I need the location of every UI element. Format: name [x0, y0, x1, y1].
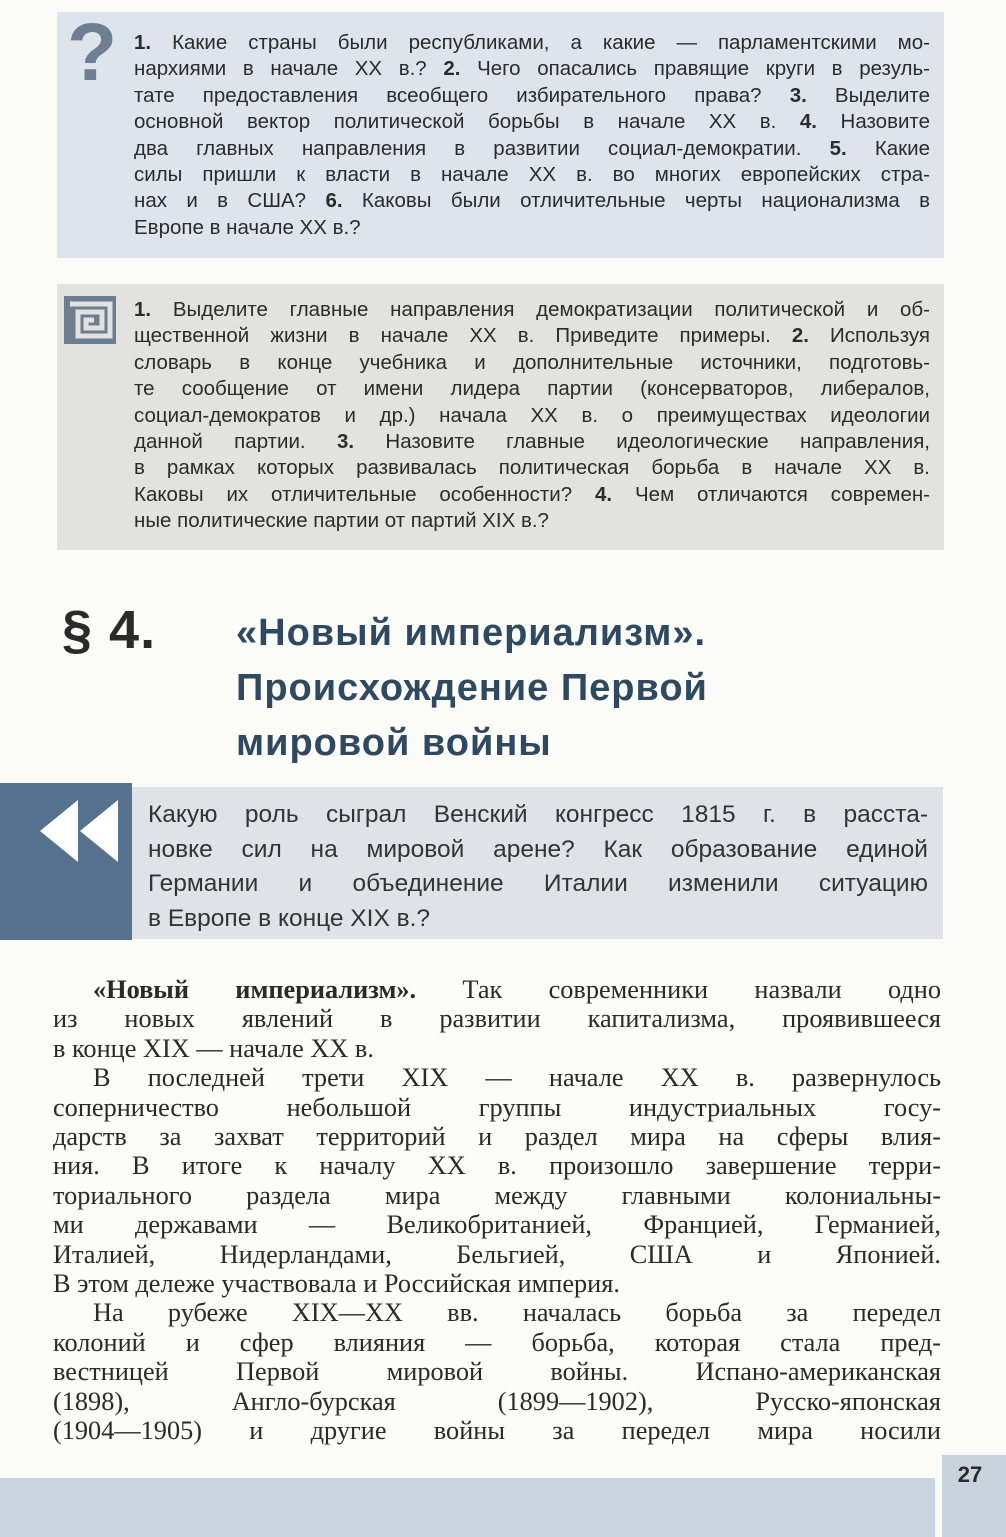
main-text [53, 975, 941, 1446]
body-line: (1898), Англо-бурская (1899—1902), Русско-японская [53, 1386, 941, 1416]
body-line: колоний и сфер влияния — борьба, которая стала пред- [53, 1327, 941, 1357]
body-line: дарств за захват территорий и раздел мира на сферы влия- [53, 1122, 941, 1152]
section-number: § 4. [62, 600, 157, 660]
section-title-line: Происхождение Первой [236, 667, 708, 709]
question-line: 1. Какие страны были республиками, а какие — парламентскими мо- [134, 31, 930, 54]
body-line: вестницей Первой мировой войны. Испано-американская [53, 1357, 941, 1387]
task-line: социал-демократов и др.) начала XX в. о преимуществах идеологии [134, 403, 930, 427]
question-line: основной вектор политической борьбы в начале XX в. 4. Назовите [134, 110, 930, 134]
task-line: щественной жизни в начале XX в. Приведите примеры. 2. Используя [134, 324, 930, 348]
body-line: В последней трети XIX — начале XX в. развернулось [93, 1063, 941, 1093]
bold-term: 3. [336, 430, 355, 454]
task-spiral-icon [64, 296, 116, 344]
bold-term: 2. [443, 57, 461, 81]
rewind-icon [40, 800, 120, 862]
question-line: Европе в начале XX в.? [134, 215, 361, 239]
questions-text [134, 30, 930, 241]
body-line: (1904—1905) и другие войны за передел мира носили [53, 1416, 941, 1446]
question-line: нархиями в начале XX в.? 2. Чего опасались правящие круги в резуль- [134, 57, 930, 81]
bold-term: 1. [134, 298, 152, 321]
body-line: ториального раздела мира между главными колониальны- [53, 1180, 941, 1210]
recall-line: в Европе в конце XIX в.? [148, 904, 431, 932]
question-mark-icon: ? [66, 7, 118, 98]
section-title [236, 606, 876, 771]
page-number: 27 [957, 1462, 983, 1487]
body-line: Италией, Нидерландами, Бельгией, США и Японией. [53, 1239, 941, 1269]
body-line: «Новый империализм». Так современники назвали одно [93, 975, 941, 1004]
body-line: в конце XIX — начале XX в. [53, 1033, 374, 1063]
body-line: ми державами — Великобританией, Францией, Германией, [53, 1210, 941, 1240]
footer-band [0, 1478, 935, 1537]
body-line: ния. В итоге к началу XX в. произошло завершение терри- [53, 1151, 941, 1181]
bold-term: 4. [799, 110, 817, 134]
section-title-line: «Новый империализм». [236, 612, 707, 654]
body-line: В этом дележе участвовала и Российская империя. [53, 1269, 620, 1299]
recall-line: новке сил на мировой арене? Как образование единой [148, 835, 928, 863]
question-line: нах и в США? 6. Каковы были отличительные черты национализма в [134, 189, 931, 213]
body-line: из новых явлений в развитии капитализма, проявившееся [53, 1004, 941, 1034]
task-line: в рамках которых развивалась политическая борьба в начале XX в. [134, 456, 930, 480]
body-line: соперничество небольшой группы индустриальных госу- [53, 1092, 941, 1122]
task-line: 1. Выделите главные направления демократизации политической и об- [134, 298, 930, 321]
task-line: те сообщение от имени лидера партии (консерваторов, либералов, [134, 377, 930, 401]
bold-term: 6. [325, 189, 343, 213]
question-line: два главных направления в развитии социал-демократии. 5. Какие [134, 136, 930, 160]
recall-text [148, 798, 928, 936]
task-line: данной партии. 3. Назовите главные идеологические направления, [134, 430, 930, 454]
bold-term: 1. [134, 31, 152, 54]
section-title-line: мировой войны [236, 722, 552, 764]
body-line: На рубеже XIX—XX вв. началась борьба за передел [93, 1298, 941, 1328]
bold-term: 3. [789, 83, 807, 107]
task-line: ные политические партии от партий XIX в.? [134, 509, 549, 533]
tasks-text [134, 297, 930, 535]
bold-term: 5. [829, 136, 847, 160]
task-line: Каковы их отличительные особенности? 4. Чем отличаются современ- [134, 482, 930, 506]
recall-line: Какую роль сыграл Венский конгресс 1815 г. в расста- [148, 801, 928, 828]
bold-term: 2. [791, 324, 809, 348]
bold-term: «Новый империализм». [93, 975, 417, 1004]
task-line: словарь в конце учебника и дополнительные источники, подготовь- [134, 350, 930, 374]
bold-term: 4. [595, 482, 613, 506]
question-line: тате предоставления всеобщего избирательного права? 3. Выделите [134, 83, 930, 107]
recall-line: Германии и объединение Италии изменили ситуацию [148, 870, 928, 897]
question-line: силы пришли к власти в начале XX в. во многих европейских стра- [134, 163, 930, 187]
